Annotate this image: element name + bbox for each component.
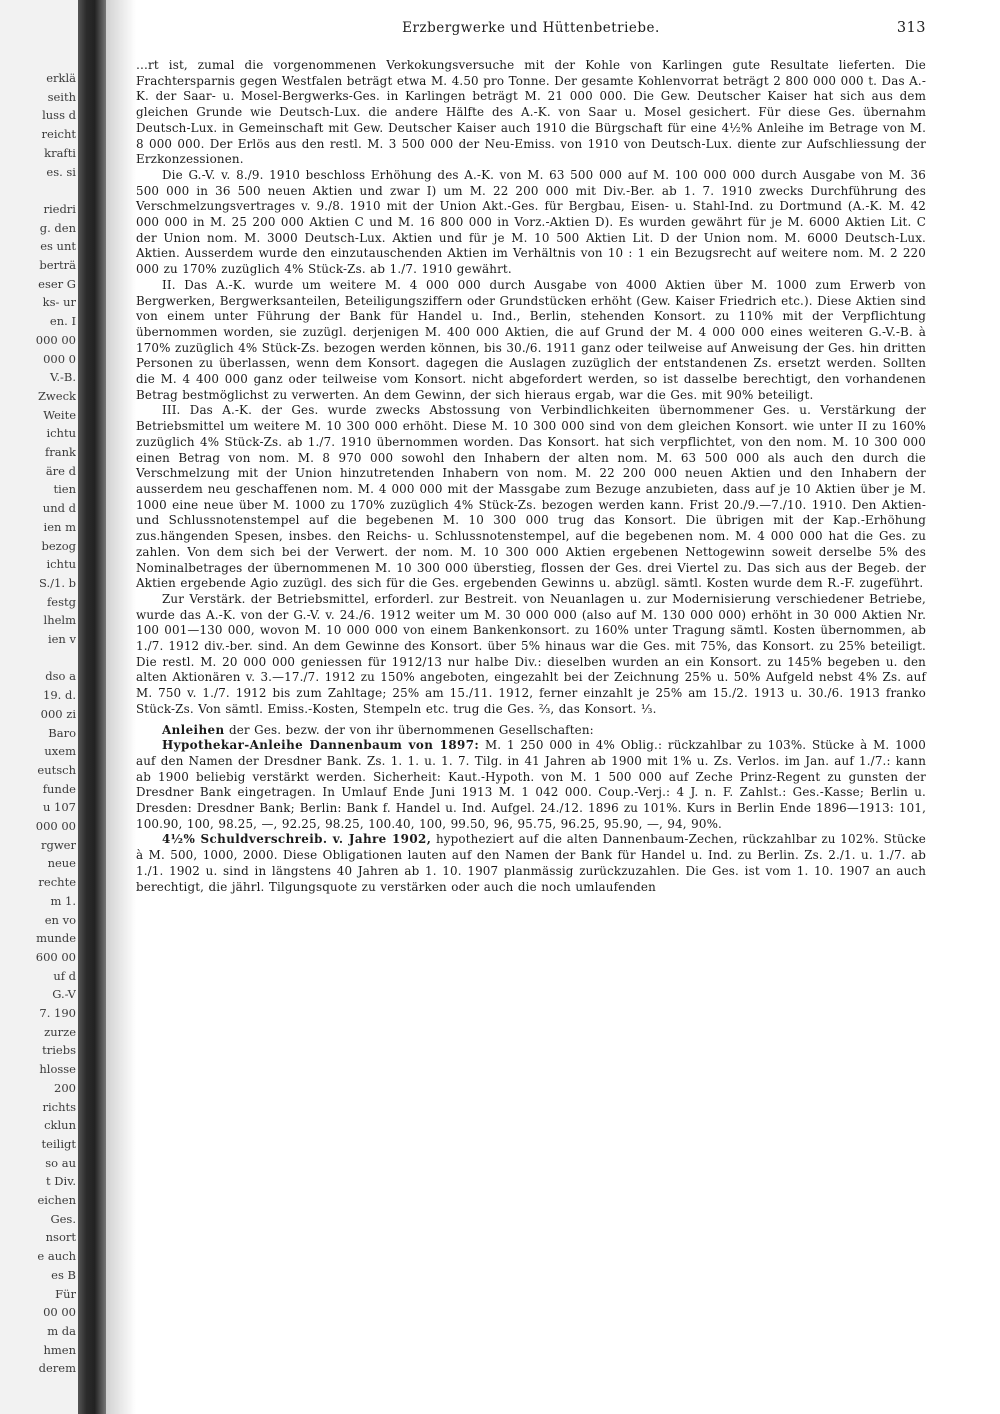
margin-fragment: lhelm bbox=[43, 613, 76, 628]
margin-fragment: es. si bbox=[46, 164, 76, 179]
margin-fragment: V.-B. bbox=[50, 370, 76, 385]
margin-fragment: ien m bbox=[43, 519, 76, 534]
margin-fragment: so au bbox=[45, 1155, 76, 1170]
book-gutter bbox=[78, 0, 106, 1414]
page bbox=[136, 14, 926, 1404]
margin-fragment: ichtu bbox=[46, 557, 76, 572]
margin-fragment: Ges. bbox=[50, 1211, 76, 1226]
paragraph-schuldverschreib-1902 bbox=[136, 832, 926, 895]
margin-fragment: ien v bbox=[47, 632, 76, 646]
margin-fragment: und d bbox=[42, 501, 76, 516]
margin-fragment: 000 00 bbox=[35, 819, 76, 833]
margin-fragment: 00 00 bbox=[43, 1305, 76, 1320]
margin-fragment: cklun bbox=[44, 1118, 76, 1133]
margin-fragment: frank bbox=[45, 445, 76, 459]
margin-fragment: nsort bbox=[45, 1230, 76, 1245]
running-head bbox=[136, 14, 926, 40]
paragraph-text: M. 1 250 000 in 4% Oblig.: rückzahlbar zu 103%. Stücke à M. 1000 auf den Namen der Dresdner Bank. Zs. 1. 1. u. 1. 7. Tilg. in 41 Jahren ab 1900 mit 1% u. Zs. Verlos. im Jan. auf 1./7.: kann ab 1900 beliebig verstärkt werden. Sicherheit: Kaut.-Hypoth. von M. 1 500 000 auf Zeche Prinz-Regent zu gunsten der Dresdner Bank eingetragen. In Umlauf Ende Juni 1913 M. 1 042 000. Coup.-Verj.: 4 J. n. F. Zahlst.: Ges.-Kasse; Berlin u. Dresden: Dresdner Bank; Berlin: Bank f. Handel u. Ind. Aufgel. 24./12. 1896 zu 101%. Kurs in Berlin Ende 1896—1913: 101, 100.90, 100, 98.25, —, 92.25, 98.25, 100.40, 100, 99.50, 96, 95.75, 96.25, 95.90, —, 94, 90%. bbox=[136, 738, 926, 831]
paragraph-3 bbox=[136, 278, 926, 404]
gutter-shadow bbox=[106, 0, 136, 1414]
margin-fragment: hmen bbox=[43, 1342, 76, 1357]
margin-fragment: 000 zi bbox=[40, 706, 76, 721]
margin-fragment: berträ bbox=[39, 258, 76, 272]
margin-fragment: reicht bbox=[41, 127, 76, 142]
margin-fragment: es unt bbox=[40, 239, 76, 254]
paragraph-text: Die G.-V. v. 8./9. 1910 beschloss Erhöhung des A.-K. von M. 63 500 000 auf M. 100 000 000 durch Ausgabe von M. 36 500 000 in 36 500 neuen Aktien und zwar I) um M. 22 200 000 mit Div.-Ber. ab 1. 7. 1910 zwecks Durchführung des Verschmelzungsvertrages v. 9./8. 1910 mit der Union Akt.-Ges. für Bergbau, Eisen- u. Stahl-Ind. zu Dortmund (A.-K. M. 42 000 000 in M. 25 200 000 Aktien C und M. 16 800 000 in Vorz.-Aktien D). Es wurden gewährt für je M. 6000 Aktien Lit. C der Union nom. M. 3000 Deutsch-Lux. Aktien und für je M. 10 500 Aktien Lit. D der Union nom. M. 6000 Deutsch-Lux. Aktien. Ausserdem wurde den einzutauschenden Aktien im Verhältnis von 10 : 1 ein Bezugsrecht auf weitere nom. M. 2 220 000 zu 170% zuzüglich 4% Stück-Zs. ab 1./7. 1910 gewährt. bbox=[136, 167, 926, 277]
margin-fragment: g. den bbox=[39, 220, 76, 235]
margin-fragment: eser G bbox=[38, 276, 76, 291]
running-head-title: Erzbergwerke und Hüttenbetriebe. bbox=[402, 20, 660, 36]
margin-fragment: triebs bbox=[42, 1043, 76, 1058]
margin-fragment: Für bbox=[55, 1286, 76, 1301]
margin-fragment: riedri bbox=[43, 201, 76, 216]
margin-fragment: G.-V bbox=[52, 987, 76, 1002]
paragraph-5 bbox=[136, 592, 926, 718]
margin-fragment: zurze bbox=[44, 1024, 76, 1039]
margin-fragment: eichen bbox=[37, 1193, 76, 1207]
margin-fragment: luss d bbox=[42, 108, 76, 123]
margin-fragment: festg bbox=[47, 594, 76, 609]
margin-fragment: u 107 bbox=[42, 800, 76, 815]
margin-fragment: Zweck bbox=[37, 388, 76, 403]
section-heading: 4½% Schuldverschreib. v. Jahre 1902, bbox=[162, 832, 432, 847]
margin-fragment: Weite bbox=[43, 407, 76, 422]
margin-fragment: 7. 190 bbox=[39, 1006, 76, 1020]
margin-fragment: ichtu bbox=[46, 426, 76, 441]
margin-fragment: funde bbox=[42, 781, 76, 796]
paragraph-4 bbox=[136, 403, 926, 591]
margin-fragment: 000 00 bbox=[35, 332, 76, 347]
margin-fragment: äre d bbox=[45, 463, 76, 478]
margin-fragment: dso a bbox=[45, 669, 76, 684]
margin-fragment: e auch bbox=[37, 1249, 76, 1264]
margin-fragment: ks- ur bbox=[42, 295, 76, 310]
paragraph-text: …rt ist, zumal die vorgenommenen Verkokungsversuche mit der Kohle von Karlingen gute Resultate lieferten. Die Frachtersparnis gegen Westfalen beträgt etwa M. 4.50 pro Tonne. Der gesamte Kohlenvorrat beträgt 2 800 000 000 t. Das A.-K. der Saar- u. Mosel-Bergwerks-Ges. in Karlingen beträgt M. 21 000 000. Die Gew. Deutscher Kaiser hat sich aus dem gleichen Grunde wie Deutsch-Lux. die andere Hälfte des A.-K. von Saar u. Mosel gesichert. Für diese Ges. übernahm Deutsch-Lux. in Gemeinschaft mit Gew. Deutscher Kaiser auch 1910 die Bürgschaft für eine 4½% Anleihe im Betrage von M. 8 000 000. Der Erlös aus den restl. M. 3 500 000 der Neu-Emiss. von 1910 von Deutsch-Lux. diente zur Aufschliessung der Erzkonzessionen. bbox=[136, 58, 926, 167]
margin-fragment: erklä bbox=[46, 71, 76, 85]
section-heading: Hypothekar-Anleihe Dannenbaum von 1897: bbox=[162, 738, 480, 753]
margin-fragment: krafti bbox=[44, 145, 76, 160]
paragraph-text: III. Das A.-K. der Ges. wurde zwecks Abstossung von Verbindlichkeiten übernommener Ges. u. Verstärkung der Betriebsmittel um weitere M. 10 300 000 erhöht. Diese M. 10 300 000 sind von dem gleichen Konsort. wie unter II zu 160% zuzüglich 4% Stück-Zs. ab 1./7. 1910 übernommen worden. Das Konsort. hat sich verpflichtet, von den nom. M. 10 300 000 einen Betrag von nom. M. 8 970 000 sowohl den Inhabern der alten nom. M. 63 500 000 als auch den durch die Verschmelzung mit der Union hinzutretenden Inhabern von nom. M. 22 200 000 neuen Aktien und den Inhabern der ausserdem neu geschaffenen nom. M. 4 000 000 mit der Massgabe zum Bezuge anzubieten, dass auf je 10 Aktien über je M. 1000 eine neue über M. 1000 zu 170% zuzüglich 4% Stück-Zs. bezogen werden kann. Frist 20./9.—7./10. 1910. Den Aktien- und Schlussnotenstempel auf die begebenen M. 10 300 000 trug das Konsort. Die übrigen mit der Kap.-Erhöhung zus.hängenden Spesen, insbes. den Reichs- u. Schlussnotenstempel, auf die begebenen nom. M. 4 000 000 hat die Ges. zu zahlen. Von dem sich bei der Verwert. der nom. M. 10 300 000 Aktien ergebenen Nettogewinn soweit derselbe 5% des Nominalbetrages der übernommenen M. 10 300 000 überstieg, flossen der Ges. drei Viertel zu. Das sich aus der Begeb. der Aktien ergebende Agio zuzügl. des sich für die Ges. ergebenden Gewinns u. abzügl. sämtl. Kosten wurde dem R.-F. zugeführt. bbox=[136, 403, 926, 591]
section-heading: Anleihen bbox=[162, 722, 225, 737]
margin-fragment: tien bbox=[53, 482, 76, 497]
paragraph-dannenbaum-1897 bbox=[136, 738, 926, 832]
paragraph-text: Zur Verstärk. der Betriebsmittel, erforderl. zur Bestreit. von Neuanlagen u. zur Modernisierung verschiedener Betriebe, wurde das A.-K. von der G.-V. v. 24./6. 1912 weiter um M. 30 000 000 (also auf M. 130 000 000) erhöht in 30 000 Aktien Nr. 100 001—130 000, wovon M. 10 000 000 von einem Bankenkonsort. zu 160% unter Tragung sämtl. Kosten übernommen, ab 1./7. 1912 div.-ber. sind. An dem Gewinne des Konsort. über 5% hinaus war die Ges. mit 75%, das Konsort. zu 25% beteiligt. Die restl. M. 20 000 000 geniessen für 1912/13 nur halbe Div.: dieselben wurden an ein Konsort. zu 145% begeben u. den alten Aktionären v. 3.—17./7. 1912 zu 150% angeboten, eingezahlt bei der Zeichnung 25% u. 50% Aufgeld nebst 4% Zs. auf M. 750 v. 1./7. 1912 bis zum Zahltage; 25% am 15./11. 1912, ferner einzahlt je 25% am 15./2. 1913 u. 30./6. 1913 franko Stück-Zs. Von sämtl. Emiss.-Kosten, Stempeln etc. trug die Ges. ⅔, das Konsort. ⅓. bbox=[136, 591, 926, 716]
margin-fragment: uf d bbox=[53, 968, 76, 983]
margin-fragment: m da bbox=[47, 1323, 76, 1338]
margin-fragment: teiligt bbox=[41, 1136, 76, 1151]
adjacent-page-margin bbox=[0, 0, 78, 1414]
paragraph-2 bbox=[136, 168, 926, 278]
margin-fragment: neue bbox=[47, 856, 76, 871]
margin-fragment: 000 0 bbox=[43, 351, 76, 366]
margin-fragment: rechte bbox=[38, 875, 76, 890]
margin-fragment: eutsch bbox=[37, 762, 76, 777]
margin-fragment: Baro bbox=[48, 725, 76, 740]
margin-fragment: m 1. bbox=[50, 893, 76, 908]
paragraph-anleihen bbox=[136, 723, 926, 739]
margin-fragment: 200 bbox=[54, 1080, 76, 1095]
page-number: 313 bbox=[896, 20, 926, 36]
margin-fragment: 19. d. bbox=[43, 688, 76, 703]
paragraph-text: der Ges. bezw. der von ihr übernommenen Gesellschaften: bbox=[228, 722, 594, 737]
margin-fragment: t Div. bbox=[46, 1174, 76, 1189]
margin-fragment: richts bbox=[42, 1099, 76, 1114]
margin-fragment: bezog bbox=[41, 538, 76, 553]
margin-fragment: munde bbox=[36, 931, 76, 946]
margin-fragment: derem bbox=[38, 1361, 76, 1376]
margin-fragment: uxem bbox=[44, 744, 76, 759]
margin-fragment: S./1. b bbox=[39, 575, 76, 590]
body-text bbox=[136, 58, 926, 895]
paragraph-text: hypotheziert auf die alten Dannenbaum-Zechen, rückzahlbar zu 102%. Stücke à M. 500, 1000, 2000. Diese Obligationen lauten auf den Namen der Bank für Handel u. Ind. zu Berlin. Zs. 2./1. u. 1./7. ab 1./1. 1902 u. sind in längstens 40 Jahren ab 1. 10. 1907 planmässig zurückzuzahlen. Die Ges. ist vom 1. 10. 1907 an auch berechtigt, die jährl. Tilgungsquote zu verstärken oder auch die noch umlaufenden bbox=[136, 832, 926, 894]
margin-fragment: rgwer bbox=[40, 837, 76, 852]
margin-fragment: hlosse bbox=[39, 1062, 76, 1077]
margin-fragment: en vo bbox=[44, 912, 76, 927]
margin-fragment: es B bbox=[51, 1267, 76, 1282]
margin-fragment: en. I bbox=[49, 314, 76, 329]
margin-fragment: seith bbox=[47, 89, 76, 104]
paragraph-1 bbox=[136, 58, 926, 168]
paragraph-text: II. Das A.-K. wurde um weitere M. 4 000 000 durch Ausgabe von 4000 Aktien über M. 1000 zum Erwerb von Bergwerken, Bergwerksanteilen, Beteiligungsziffern oder Grundstücken erhöht (Gew. Kaiser Friedrich etc.). Diese Aktien sind von einem unter Führung der Bank für Handel u. Ind., Berlin, stehenden Konsort. zu 110% mit der Verpflichtung übernommen worden, sie zuzügl. derjenigen M. 400 000 Aktien, die auf Grund der M. 4 000 000 eines weiteren G.-V.-B. à 170% zuzüglich 4% Stück-Zs. bezogen werden können, bis 30./6. 1911 ganz oder teilweise auf Anweisung der Ges. hin dritten Personen zu überlassen, wenn dem Konsort. dagegen die Auslagen zuzüglich der entstandenen Zs. ersetzt werden. Sollten die M. 4 400 000 ganz oder teilweise vom Konsort. nicht abgefordert werden, so ist dasselbe berechtigt, den vorhandenen Betrag bestmöglichst zu verwerten. An dem Gewinn, der sich hieraus ergab, war die Ges. mit 90% beteiligt. bbox=[136, 277, 926, 402]
margin-fragment: 600 00 bbox=[35, 949, 76, 964]
